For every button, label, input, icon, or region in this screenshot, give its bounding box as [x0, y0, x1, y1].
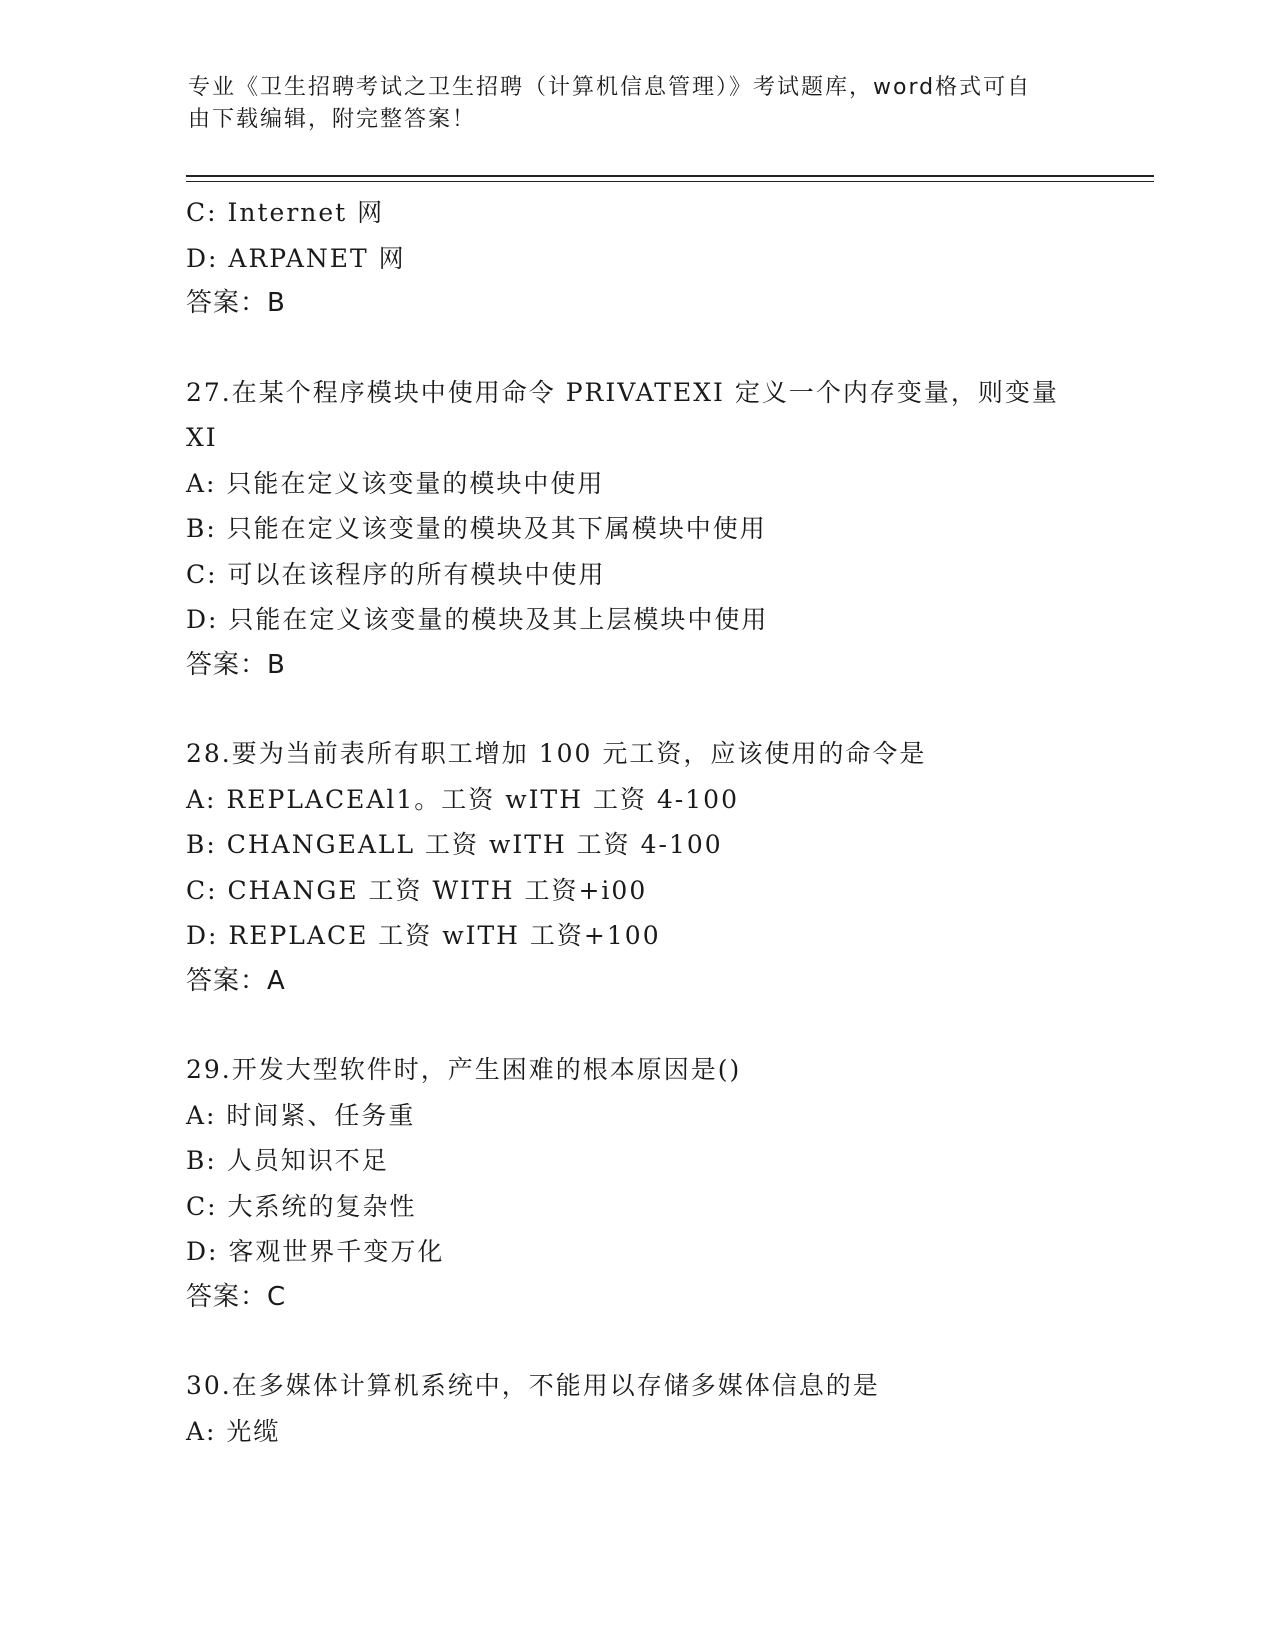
- question-28: [186, 731, 1146, 1004]
- option-a: A: 时间紧、任务重: [186, 1100, 416, 1130]
- option-c: C: 可以在该程序的所有模块中使用: [186, 559, 606, 589]
- option-d: D: REPLACE 工资 wITH 工资+100: [186, 921, 661, 950]
- document-header: [188, 72, 1068, 136]
- question-title: 30.在多媒体计算机系统中，不能用以存储多媒体信息的是: [186, 1371, 880, 1400]
- option-a: A: REPLACEAl1。工资 wITH 工资 4-100: [186, 784, 739, 814]
- option-b: B: 只能在定义该变量的模块及其下属模块中使用: [186, 514, 767, 543]
- option-a: A: 光缆: [186, 1416, 281, 1446]
- answer: 答案：B: [186, 288, 286, 318]
- option-d: D: ARPANET 网: [186, 243, 406, 273]
- header-line-1: 专业《卫生招聘考试之卫生招聘（计算机信息管理）》考试题库，word格式可自: [188, 75, 1032, 100]
- option-c: C: 大系统的复杂性: [186, 1191, 417, 1221]
- option-b: B: 人员知识不足: [186, 1146, 389, 1175]
- question-27: [186, 370, 1146, 689]
- question-title-continued: XI: [186, 423, 218, 452]
- option-d: D: 客观世界千变万化: [186, 1237, 445, 1266]
- spacer: [186, 1320, 1146, 1363]
- spacer: [186, 327, 1146, 370]
- question-29: [186, 1047, 1146, 1320]
- question-list: [186, 190, 1146, 1454]
- answer: 答案：C: [186, 1281, 287, 1312]
- spacer: [186, 1004, 1146, 1047]
- question-title: 28.要为当前表所有职工增加 100 元工资，应该使用的命令是: [186, 739, 927, 768]
- question-title: 27.在某个程序模块中使用命令 PRIVATEXI 定义一个内存变量，则变量: [186, 377, 1059, 407]
- option-d: D: 只能在定义该变量的模块及其上层模块中使用: [186, 605, 769, 634]
- header-line-2: 由下载编辑，附完整答案！: [188, 107, 477, 132]
- header-rule-thin: [186, 181, 1154, 182]
- header-rule-thick: [186, 175, 1154, 177]
- answer: 答案：B: [186, 649, 286, 680]
- option-c: C: CHANGE 工资 WITH 工资+i00: [186, 875, 648, 905]
- answer: 答案：A: [186, 965, 286, 996]
- option-c: C: Internet 网: [186, 198, 385, 227]
- option-a: A: 只能在定义该变量的模块中使用: [186, 468, 605, 498]
- question-26-tail: [186, 190, 1146, 327]
- spacer: [186, 688, 1146, 731]
- question-title: 29.开发大型软件时，产生困难的根本原因是(): [186, 1055, 742, 1084]
- question-30: [186, 1363, 1146, 1454]
- option-b: B: CHANGEALL 工资 wITH 工资 4-100: [186, 830, 723, 859]
